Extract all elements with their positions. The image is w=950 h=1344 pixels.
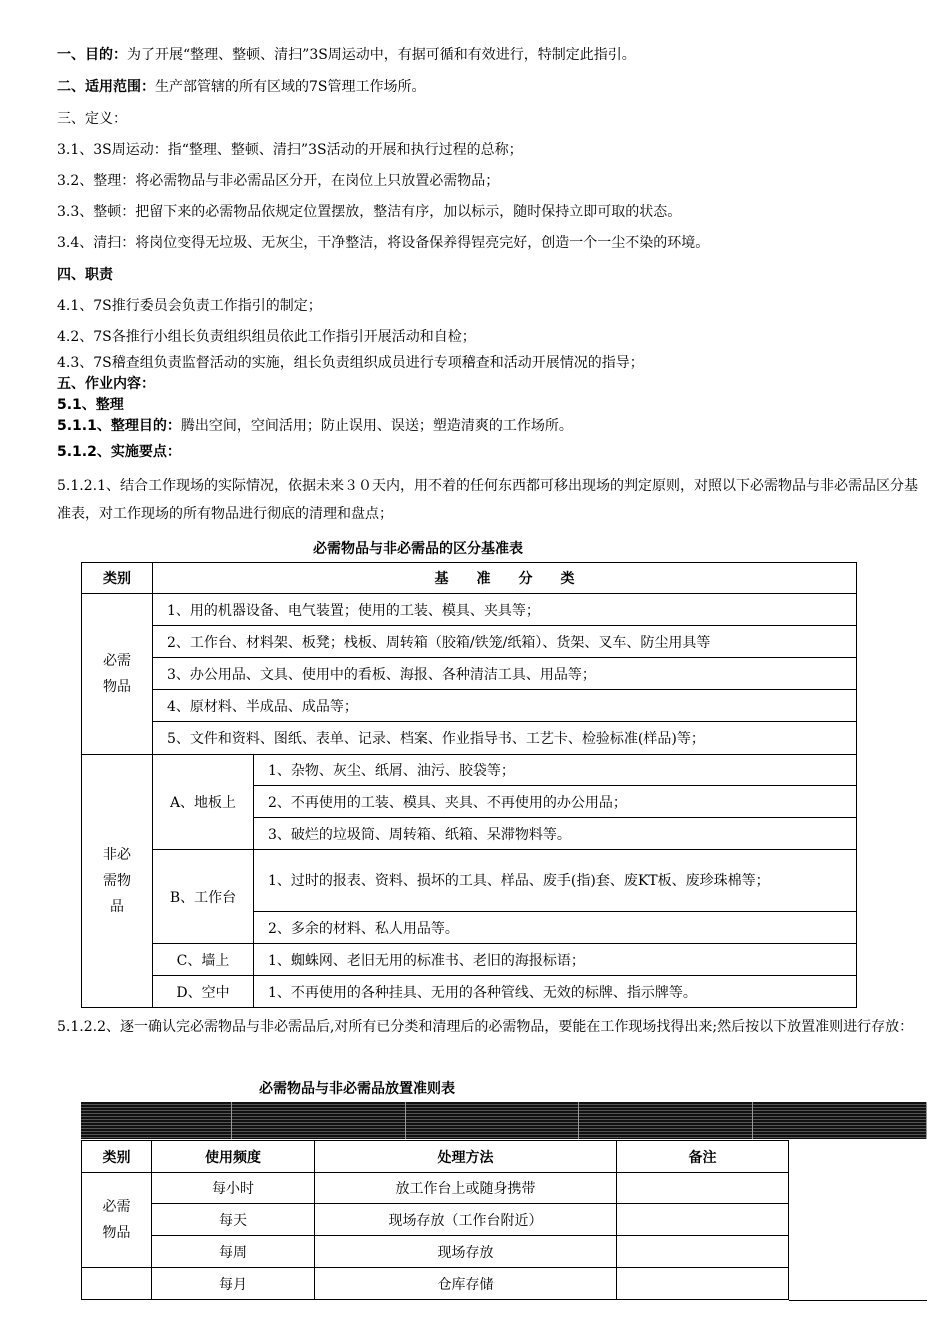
- header-note: 备注: [617, 1141, 789, 1173]
- line-text: 为了开展“整理、整顿、清扫”3S周运动中，有据可循和有效进行，特制定此指引。: [127, 47, 636, 63]
- frequency-cell: 每月: [152, 1268, 315, 1300]
- need-category-cell: 必需 物品: [82, 594, 153, 755]
- note-cell: [617, 1268, 789, 1300]
- method-cell: 现场存放（工作台附近）: [315, 1204, 617, 1236]
- line-text: 腾出空间，空间活用；防止误用、误送；塑造清爽的工作场所。: [180, 418, 573, 434]
- paragraph-5-1-2-2: 5.1.2.2、逐一确认完必需物品与非必需品后,对所有已分类和清理后的必需物品，要能在工作现场找得出来;然后按以下放置准则进行存放：: [57, 1019, 914, 1035]
- need-row: 2、工作台、材料架、板凳；栈板、周转箱（胶箱/铁笼/纸箱）、货架、叉车、防尘用具等: [153, 626, 857, 658]
- text-line: [57, 375, 155, 393]
- method-cell: 现场存放: [315, 1236, 617, 1268]
- note-cell: [617, 1173, 789, 1204]
- line-text: 生产部管辖的所有区域的7S管理工作场所。: [155, 79, 426, 95]
- need-row: 4、原材料、半成品、成品等；: [153, 690, 857, 722]
- line-text: 4.3、7S稽查组负责监督活动的实施，组长负责组织成员进行专项稽查和活动开展情况的指导；: [57, 355, 644, 371]
- header-category: 类别: [82, 563, 153, 594]
- text-line: [57, 172, 499, 190]
- text-line: [57, 266, 113, 284]
- line-text: 3.3、整顿：把留下来的必需物品依规定位置摆放，整洁有序，加以标示，随时保持立即可取的状态。: [57, 204, 682, 220]
- method-cell: 放工作台上或随身携带: [315, 1173, 617, 1204]
- non-need-row: 1、不再使用的各种挂具、无用的各种管线、无效的标牌、指示牌等。: [254, 976, 857, 1008]
- text-line: [57, 110, 127, 128]
- frequency-cell: 每小时: [152, 1173, 315, 1204]
- line-heading: 一、目的：: [57, 47, 127, 63]
- non-need-row: 2、不再使用的工装、模具、夹具、不再使用的办公用品；: [254, 786, 857, 818]
- line-heading: 五、作业内容：: [57, 376, 155, 392]
- line-heading: 5.1.1、整理目的：: [57, 418, 181, 434]
- text-line: [57, 328, 476, 346]
- method-cell: 仓库存储: [315, 1268, 617, 1300]
- sub-category-cell: D、空中: [153, 976, 254, 1008]
- category-cell-empty: [82, 1268, 152, 1300]
- non-need-row: 1、过时的报表、资料、损坏的工具、样品、废手(指)套、废KT板、废珍珠棉等；: [254, 850, 857, 912]
- line-text: 三、定义：: [57, 111, 127, 127]
- header-frequency: 使用频度: [152, 1141, 315, 1173]
- line-text: 4.2、7S各推行小组长负责组织组员依此工作指引开展活动和自检；: [57, 329, 476, 345]
- need-row: 5、文件和资料、图纸、表单、记录、档案、作业指导书、工艺卡、检验标准(样品)等；: [153, 722, 857, 755]
- non-need-row: 2、多余的材料、私人用品等。: [254, 912, 857, 944]
- paragraph-5-1-2-1: 5.1.2.1、结合工作现场的实际情况，依据未来３０天内，用不着的任何东西都可移出现场的判定原则，对照以下必需物品与非必需品区分基准表，对工作现场的所有物品进行彻底的清理和盘点；: [57, 478, 918, 522]
- frequency-cell: 每天: [152, 1204, 315, 1236]
- note-cell: [617, 1236, 789, 1268]
- header-category: 类别: [82, 1141, 152, 1173]
- table-bottom-extension: [789, 1300, 927, 1301]
- placement-table: [81, 1140, 789, 1300]
- text-line: [57, 234, 709, 252]
- table2-title: 必需物品与非必需品放置准则表: [259, 1081, 455, 1097]
- line-heading: 5.1.2、实施要点：: [57, 444, 181, 460]
- non-need-row: 1、杂物、灰尘、纸屑、油污、胶袋等；: [254, 755, 857, 786]
- non-need-category-cell: 非必 需物 品: [82, 755, 153, 1008]
- text-line: [57, 354, 644, 372]
- text-line: [57, 297, 322, 315]
- frequency-cell: 每周: [152, 1236, 315, 1268]
- need-row: 1、用的机器设备、电气装置；使用的工装、模具、夹具等；: [153, 594, 857, 626]
- sub-category-cell: B、工作台: [153, 850, 254, 944]
- line-text: 3.2、整理：将必需物品与非必需品区分开，在岗位上只放置必需物品；: [57, 173, 500, 189]
- non-need-row: 1、蜘蛛网、老旧无用的标准书、老旧的海报标语；: [254, 944, 857, 976]
- line-heading: 二、适用范围：: [57, 79, 155, 95]
- line-text: 3.1、3S周运动：指“整理、整顿、清扫”3S活动的开展和执行过程的总称；: [57, 142, 523, 158]
- dark-header-band: [81, 1102, 927, 1139]
- distinction-table: [81, 562, 857, 1008]
- text-line: [57, 443, 181, 461]
- line-text: 3.4、清扫：将岗位变得无垃圾、无灰尘，干净整洁，将设备保养得锃亮完好，创造一个一尘不染的环境。: [57, 235, 710, 251]
- header-method: 处理方法: [315, 1141, 617, 1173]
- text-line: [57, 417, 573, 435]
- sub-category-cell: C、墙上: [153, 944, 254, 976]
- text-line: [57, 78, 426, 96]
- text-line: [57, 141, 523, 159]
- table1-title: 必需物品与非必需品的区分基准表: [313, 541, 523, 557]
- text-line: [57, 396, 124, 414]
- sub-category-cell: A、地板上: [153, 755, 254, 850]
- need-row: 3、办公用品、文具、使用中的看板、海报、各种清洁工具、用品等；: [153, 658, 857, 690]
- category-cell: 必需 物品: [82, 1173, 152, 1268]
- note-cell: [617, 1204, 789, 1236]
- non-need-row: 3、破烂的垃圾筒、周转箱、纸箱、呆滞物料等。: [254, 818, 857, 850]
- line-text: 4.1、7S推行委员会负责工作指引的制定；: [57, 298, 322, 314]
- header-standard: 基 准 分 类: [153, 563, 857, 594]
- text-line: [57, 46, 636, 64]
- line-heading: 5.1、整理: [57, 397, 124, 413]
- line-heading: 四、职责: [57, 267, 113, 283]
- text-line: [57, 203, 681, 221]
